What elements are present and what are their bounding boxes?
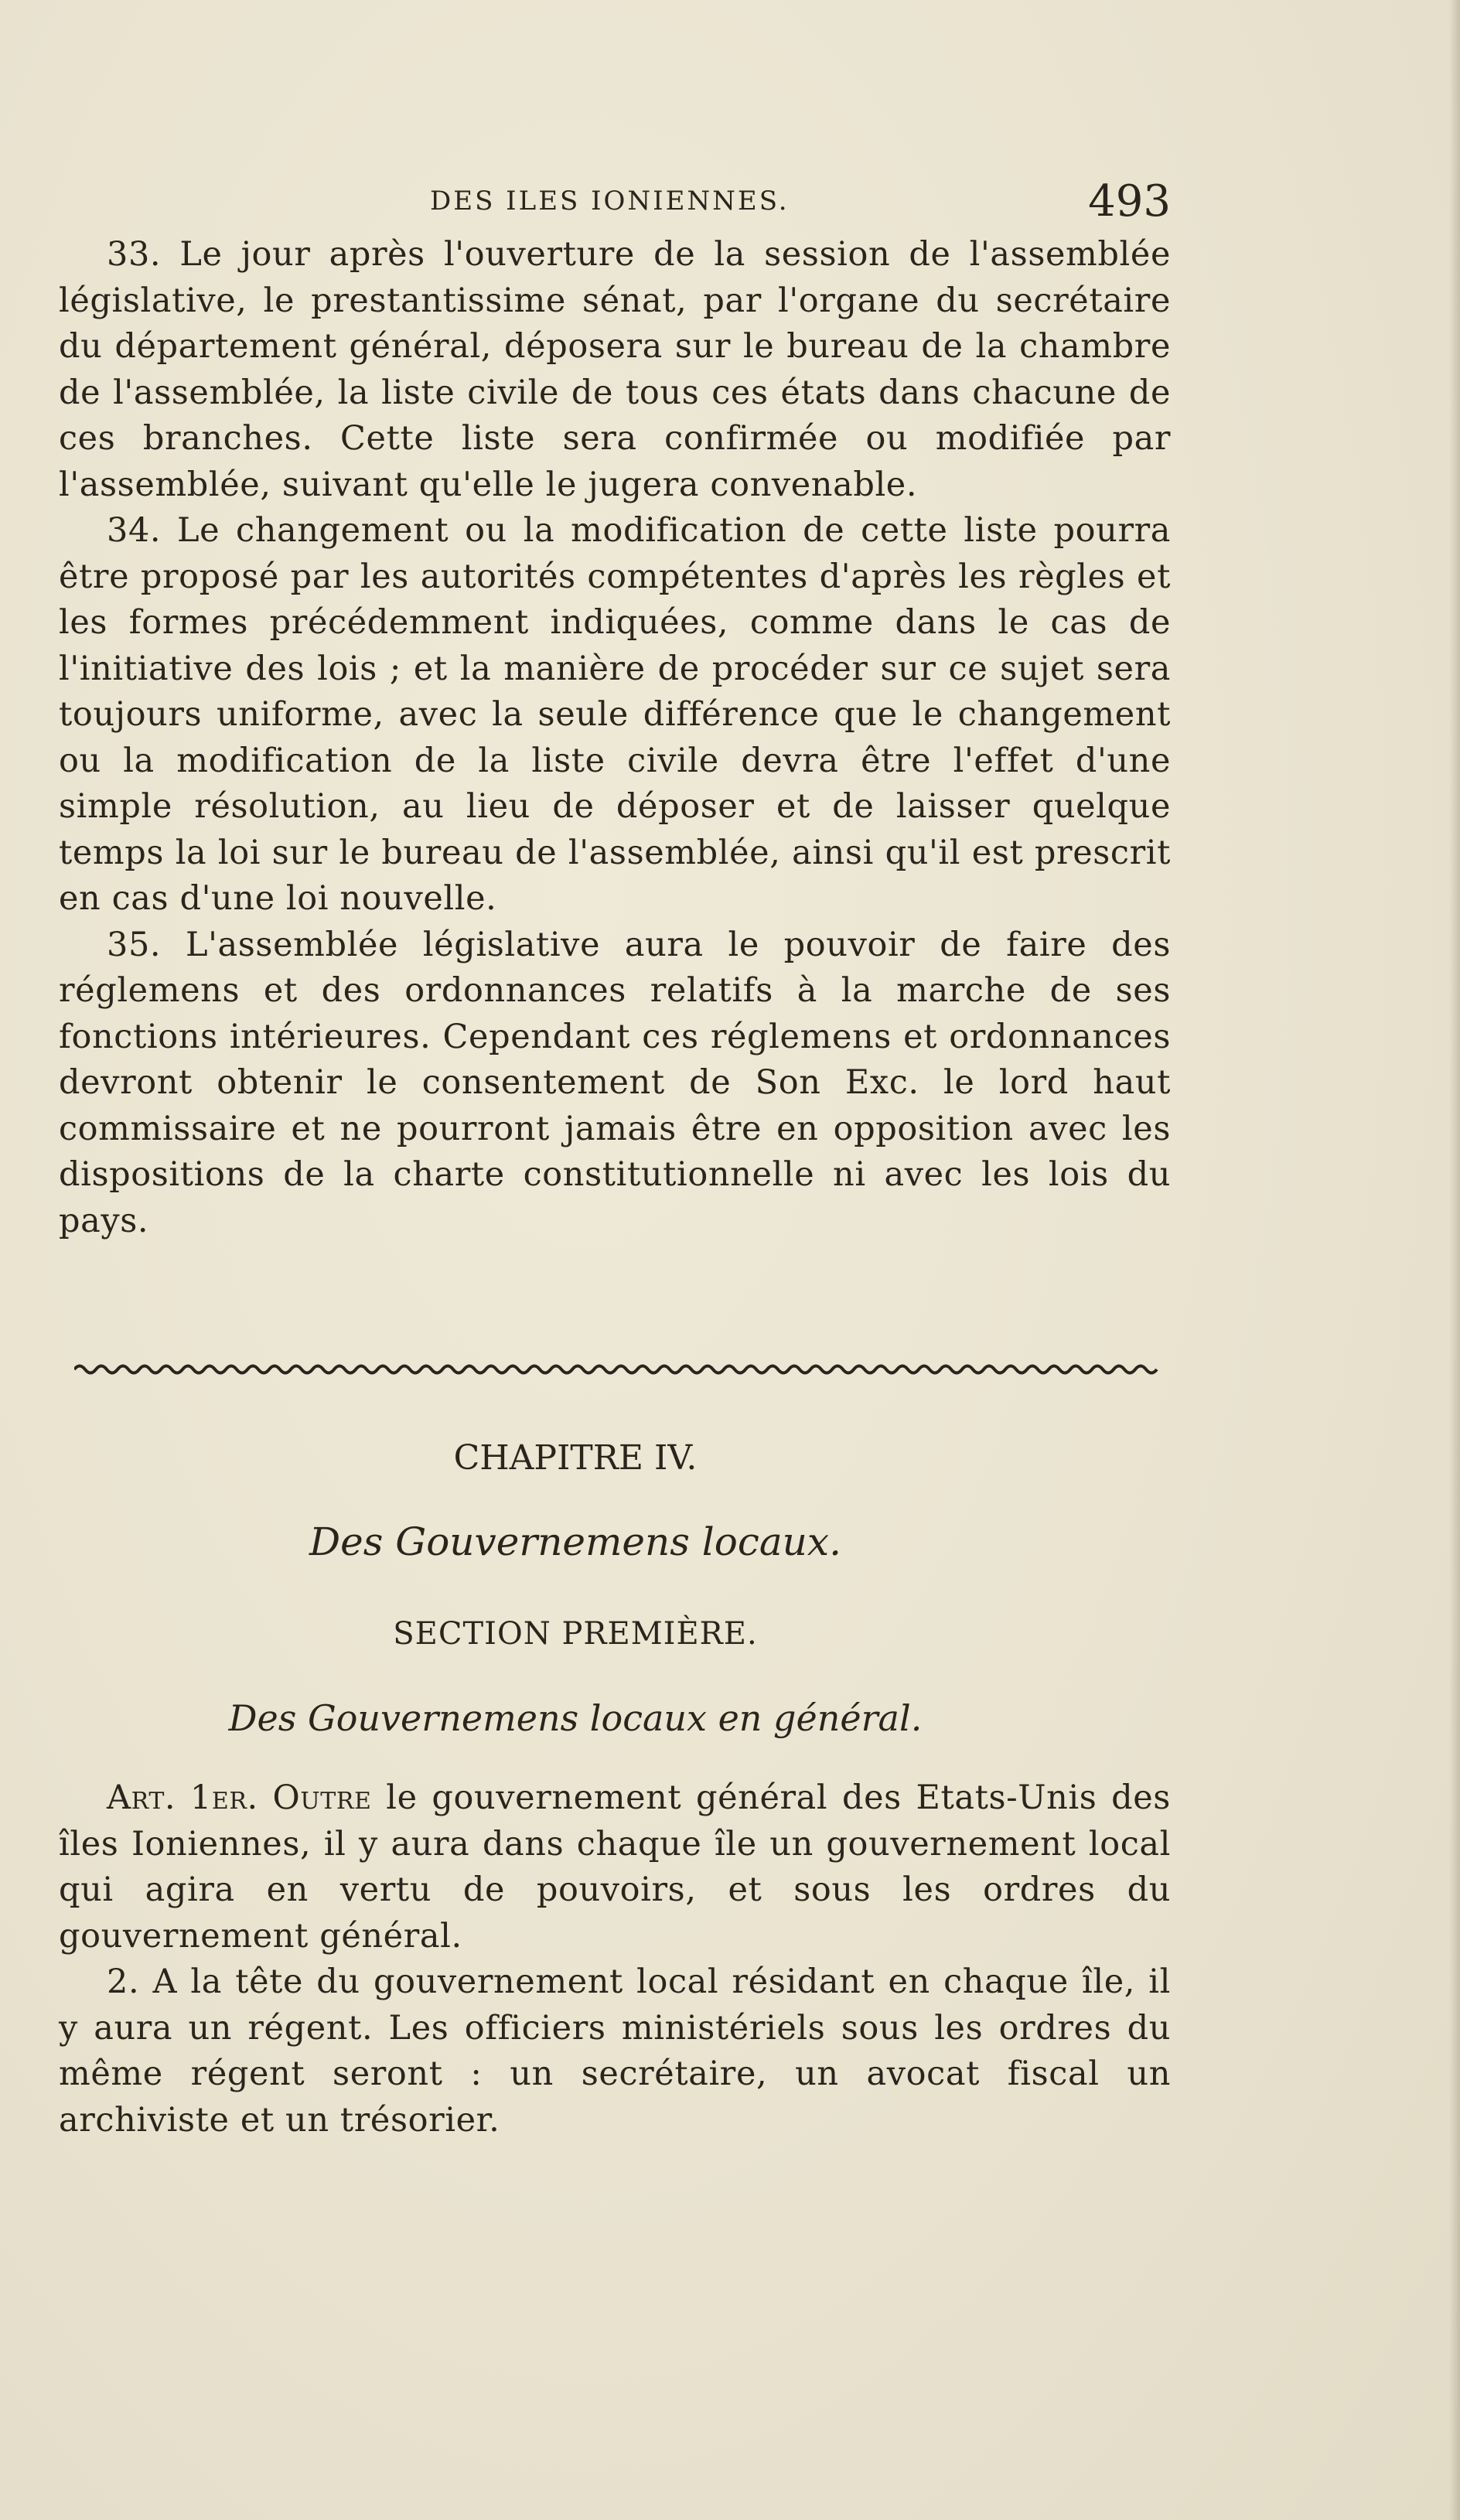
article-paragraph [59, 922, 1171, 1245]
page-number: 493 [1088, 176, 1171, 227]
section-subtitle: Des Gouvernemens locaux en général. [228, 1697, 923, 1739]
section-title: SECTION PREMIÈRE. [393, 1616, 758, 1652]
article-paragraph [59, 1959, 1171, 2143]
page-header [59, 176, 1171, 238]
article-text: Le changement ou la modification de cette liste pourra être proposé par les autorités compétentes d'après les règles et les formes précédemment indiquées, comme dans le cas de l'initiative des lois ; et la manière de procéder sur ce sujet sera toujours uniforme, avec la seule différence que le changement ou la modification de la liste civile devra être l'effet d'une simple résolution, au lieu de déposer et de laisser quelque temps la loi sur le bureau de l'assemblée, ainsi qu'il est prescrit en cas d'une loi nouvelle. [59, 511, 1171, 918]
article-text: L'assemblée législative aura le pouvoir de faire des réglemens et des ordonnances relatifs à la marche de ses fonctions intérieures. Cependant ces réglemens et ordonnances devront obtenir le consentement de Son Exc. le lord haut commissaire et ne pourront jamais être en opposition avec les dispositions de la charte constitutionnelle ni avec les lois du pays. [59, 925, 1171, 1240]
page-edge-shadow [1449, 0, 1460, 2520]
article-number: 2. [107, 1962, 140, 2001]
running-title: DES ILES IONIENNES. [430, 186, 790, 217]
article-paragraph [59, 508, 1171, 922]
article-paragraph [59, 232, 1171, 508]
article-text: Le jour après l'ouverture de la session de l'assemblée législative, le prestantissime sénat, par l'organe du secrétaire du département général, déposera sur le bureau de la chambre de l'assemblée, la liste civile de tous ces états dans chacune de ces branches. Cette liste sera confirmée ou modifiée par l'assemblée, suivant qu'elle le jugera convenable. [59, 235, 1171, 504]
article-text: A la tête du gouvernement local résidant en chaque île, il y aura un régent. Les officiers ministériels sous les ordres du même régent seront : un secrétaire, un avocat fiscal un archiviste et un trésorier. [59, 1962, 1171, 2140]
article-label: Art. 1er. [107, 1778, 258, 1817]
article-lead-word: Outre [272, 1778, 372, 1817]
article-number: 35. [107, 925, 162, 964]
article-number: 34. [107, 511, 162, 550]
article-number: 33. [107, 235, 162, 274]
chapter-subtitle: Des Gouvernemens locaux. [309, 1519, 841, 1564]
article-paragraph [59, 1775, 1171, 1959]
chapter-title: CHAPITRE IV. [453, 1438, 698, 1478]
ornamental-rule [74, 1362, 1163, 1376]
article-text: le gouvernement général des Etats-Unis des îles Ioniennes, il y aura dans chaque île un gouvernement local qui agira en vertu de pouvoirs, et sous les ordres du gouvernement général. [59, 1778, 1171, 1956]
articles-top [59, 232, 1171, 1244]
articles-bottom [59, 1775, 1171, 2143]
